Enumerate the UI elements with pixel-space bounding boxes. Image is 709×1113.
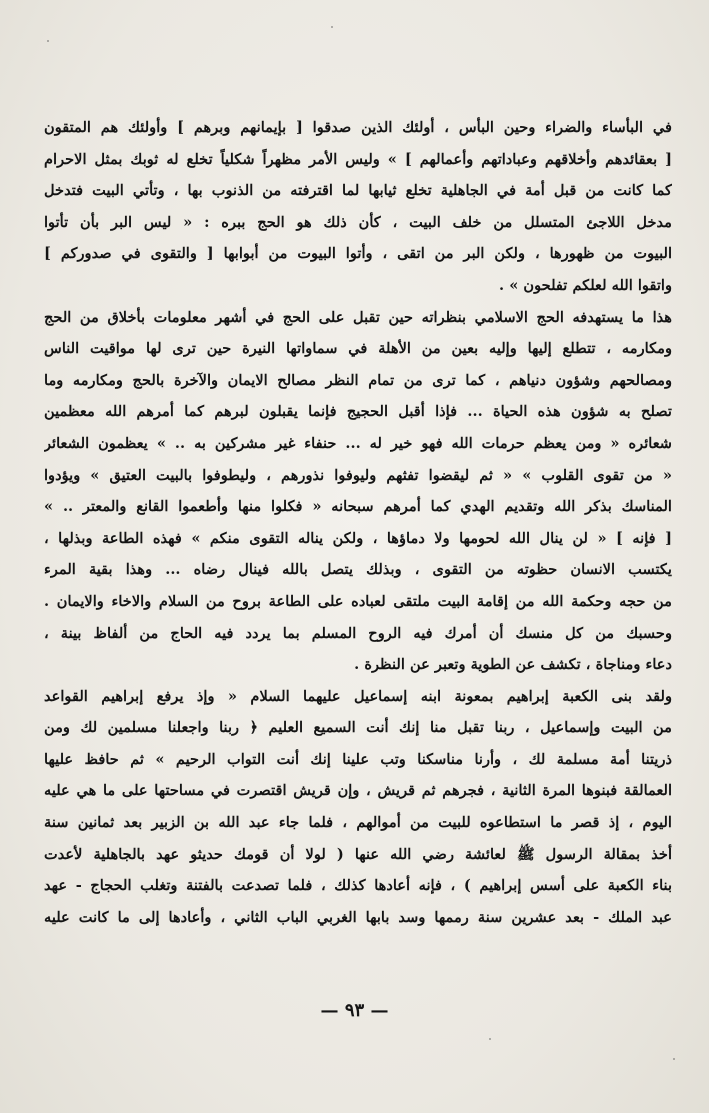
text-line: من البيت وإسماعيل ، ربنا تقبل منا إنك أنت السميع العليم ﴿ ربنا واجعلنا مسلمين لك ومن (44, 719, 672, 737)
scan-speck (489, 1038, 491, 1040)
text-line: وحسبك من كل منسك أن أمرك فيه الروح المسلم بما يردد فيه الحاج من ألفاظ بينة ، (44, 624, 672, 642)
text-line: واتقوا الله لعلكم تفلحون » . (499, 276, 672, 294)
body-text (44, 112, 672, 933)
text-line: المناسك بذكر الله وتقديم الهدي كما أمرهم سبحانه « فكلوا منها وأطعموا القانع والمعتر .. » (44, 498, 672, 516)
text-line: من حجه وحكمة الله من إقامة البيت ملتقى لعباده على الطاعة بروح من السلام والاخاء والايمان . (44, 592, 672, 610)
text-line: البيوت من ظهورها ، ولكن البر من اتقى ، وأتوا البيوت من أبوابها [ والتقوى في صدوركم ] (44, 245, 672, 263)
text-line: [ فإنه ] « لن ينال الله لحومها ولا دماؤها ، ولكن يناله التقوى منكم » فهذه الطاعة وبذلها ، (44, 529, 672, 547)
text-line: كما كانت من قبل أمة في الجاهلية تخلع ثيابها لما اقترفته من الذنوب بها ، وتأتي البيت فتدخل (44, 182, 672, 200)
text-line: ومكارمه ، تتطلع إليها وإليه بعين من الأهلة في سماواتها النيرة حين ترى لها مواقيت الناس (44, 340, 672, 358)
page-number: — ٩٣ — (320, 1000, 389, 1021)
text-line: دعاء ومناجاة ، تكشف عن الطوية وتعبر عن النظرة . (354, 656, 672, 674)
scan-speck (673, 1058, 675, 1060)
text-line: « من تقوى القلوب » « ثم ليقضوا تفثهم وليوفوا نذورهم ، وليطوفوا بالبيت العتيق » ويؤدوا (44, 466, 672, 484)
text-line: مدخل اللاجئ المتسلل من خلف البيت ، كأن ذلك هو الحج ببره : « ليس البر بأن تأتوا (44, 213, 672, 231)
text-line: بناء الكعبة على أسس إبراهيم ) ، فإنه أعادها كذلك ، فلما تصدعت بالفتنة وتغلب الحجاج - عهد (44, 877, 672, 895)
text-line: أخذ بمقالة الرسول ﷺ لعائشة رضي الله عنها ( لولا أن قومك حديثو عهد بالجاهلية لأعدت (44, 845, 672, 863)
scan-speck (47, 40, 49, 42)
text-line: شعائره « ومن يعظم حرمات الله فهو خير له ... حنفاء غير مشركين به .. » يعظمون الشعائر (44, 434, 672, 452)
text-line: يكتسب الانسان حظوته من التقوى ، وبذلك يتصل بالله فينال رضاه ... وهذا بقية المرء (44, 561, 672, 579)
text-line: العمالقة فبنوها المرة الثانية ، فجرهم ثم قريش ، وإن قريش اقتصرت في مساحتها على ما هي عليه (44, 782, 672, 800)
text-line: اليوم ، إذ قصر ما استطاعوه للبيت من أموالهم ، فلما جاء عبد الله بن الزبير بعد ثمانين سنة (44, 814, 672, 832)
text-line: [ بعقائدهم وأخلاقهم وعباداتهم وأعمالهم ] » وليس الأمر مظهراً شكلياً تخلع له ثوبك بمثل الاحرام (44, 150, 672, 168)
text-line: ذريتنا أمة مسلمة لك ، وأرنا مناسكنا وتب علينا إنك أنت التواب الرحيم » ثم حافظ عليها (44, 750, 672, 768)
text-line: هذا ما يستهدفه الحج الاسلامي بنظراته حين تقبل على الحج في أشهر معلومات بأخلاق من الحج (44, 308, 672, 326)
text-line: ولقد بنى الكعبة إبراهيم بمعونة ابنه إسماعيل عليهما السلام « وإذ يرفع إبراهيم القواعد (44, 687, 672, 705)
text-line: تصلح به شؤون هذه الحياة ... فإذا أقبل الحجيج فإنما يقبلون لبرهم كما أمرهم الله معظمين (44, 403, 672, 421)
text-line: في البأساء والضراء وحين البأس ، أولئك الذين صدقوا [ بإيمانهم وبرهم ] وأولئك هم المتقون (44, 119, 672, 136)
text-line: عبد الملك - بعد عشرين سنة رممها وسد بابها الغربي الباب الثاني ، وأعادها إلى ما كانت عليه (44, 908, 672, 926)
scan-speck (331, 26, 333, 28)
text-line: ومصالحهم وشؤون دنياهم ، كما ترى من تمام النظر مصالح الايمان والآخرة بالحج ومكارمه وما (44, 371, 672, 389)
